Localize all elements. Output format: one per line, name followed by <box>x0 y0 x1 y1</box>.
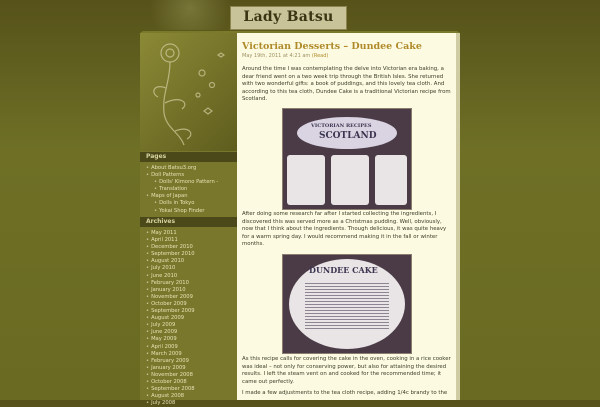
archive-link[interactable] <box>146 258 195 265</box>
bullet-icon: • <box>146 400 150 407</box>
archive-label: August 2010 <box>151 258 185 265</box>
archive-label: June 2009 <box>151 329 178 336</box>
archive-label: April 2011 <box>151 237 178 244</box>
post-meta <box>242 53 328 59</box>
archive-label: November 2009 <box>151 293 193 300</box>
sidebar-page-label: Dolls' Kimono Pattern - <box>159 179 219 186</box>
archive-link[interactable] <box>146 386 195 393</box>
archive-link[interactable] <box>146 329 195 336</box>
bullet-icon: • <box>146 165 150 171</box>
archive-label: March 2009 <box>151 350 182 357</box>
archive-label: October 2008 <box>151 378 187 385</box>
archives-list <box>146 230 195 407</box>
archive-link[interactable] <box>146 265 195 272</box>
bullet-icon: • <box>146 393 150 400</box>
bullet-icon: • <box>154 186 158 193</box>
main-content <box>237 33 456 400</box>
archive-label: October 2009 <box>151 300 187 307</box>
archive-link[interactable] <box>146 308 195 315</box>
bullet-icon: • <box>146 322 150 329</box>
sidebar-artwork <box>140 33 237 151</box>
pages-list <box>146 165 218 215</box>
sidebar-page-label: Maps of Japan <box>151 193 188 200</box>
archive-link[interactable] <box>146 379 195 386</box>
archive-link[interactable] <box>146 244 195 251</box>
bullet-icon: • <box>146 251 150 258</box>
read-link[interactable]: (Read) <box>311 53 329 59</box>
bullet-icon: • <box>146 258 150 265</box>
archive-link[interactable] <box>146 273 195 280</box>
archive-link[interactable] <box>146 322 195 329</box>
archive-label: August 2008 <box>151 393 185 400</box>
archive-label: July 2010 <box>151 265 176 272</box>
archive-link[interactable] <box>146 400 195 407</box>
bullet-icon: • <box>146 193 150 200</box>
archive-label: November 2008 <box>151 371 193 378</box>
bullet-icon: • <box>146 230 150 236</box>
site-title[interactable]: Lady Batsu <box>243 9 334 25</box>
bullet-icon: • <box>146 364 150 371</box>
post-paragraph: I made a few adjustments to the tea cloth recipe, adding 1/4c brandy to the <box>242 390 448 396</box>
sidebar-page-link[interactable] <box>146 179 218 186</box>
archive-label: August 2009 <box>151 315 185 322</box>
archive-link[interactable] <box>146 287 195 294</box>
archive-label: July 2009 <box>151 322 176 329</box>
archive-label: February 2009 <box>151 357 189 364</box>
archives-heading: Archives <box>140 217 237 227</box>
sidebar <box>140 33 237 407</box>
photo-label: VICTORIAN RECIPES <box>311 123 372 129</box>
archive-link[interactable] <box>146 237 195 244</box>
archive-label: December 2010 <box>151 244 193 251</box>
archive-label: May 2009 <box>151 336 177 343</box>
sidebar-page-label: Translation <box>159 186 188 193</box>
archive-label: June 2010 <box>151 272 178 279</box>
archive-label: January 2009 <box>151 364 186 371</box>
post-paragraph: After doing some research far after I started collecting the ingredients, I discovered this was served more as a Christmas pudding. Well, obviously, now that I think about the ingredients. Though delicious, it was quite heavy for a warm spring day. I would recommend making it in the fall or winter months. <box>242 211 447 248</box>
archive-label: May 2011 <box>151 230 177 236</box>
bullet-icon: • <box>146 293 150 300</box>
sidebar-page-label: About Batsu3.org <box>151 165 197 171</box>
archive-link[interactable] <box>146 280 195 287</box>
bullet-icon: • <box>146 378 150 385</box>
bullet-icon: • <box>146 336 150 343</box>
bullet-icon: • <box>146 172 150 179</box>
scrollbar[interactable] <box>456 33 460 400</box>
post-paragraph: As this recipe calls for covering the cake in the oven, cooking in a rice cooker was ideal – not only for conserving power, but also for attaining the desired results. I left the steam vent on and cooked for the recommended time; it came out perfectly. <box>242 356 451 385</box>
archive-label: September 2008 <box>151 386 195 393</box>
photo-label: SCOTLAND <box>319 131 377 141</box>
bullet-icon: • <box>146 350 150 357</box>
archive-label: January 2010 <box>151 286 186 293</box>
bullet-icon: • <box>146 279 150 286</box>
archive-link[interactable] <box>146 351 195 358</box>
sidebar-page-link[interactable] <box>146 193 218 200</box>
bullet-icon: • <box>146 371 150 378</box>
post-date: May 19th, 2011 at 4:21 am <box>242 53 311 59</box>
archive-label: April 2009 <box>151 343 178 350</box>
bullet-icon: • <box>146 343 150 350</box>
bullet-icon: • <box>146 357 150 364</box>
archive-link[interactable] <box>146 251 195 258</box>
archive-label: September 2009 <box>151 308 195 315</box>
bullet-icon: • <box>146 265 150 272</box>
archive-link[interactable] <box>146 358 195 365</box>
archive-link[interactable] <box>146 344 195 351</box>
sidebar-page-label: Yokai Shop Finder <box>159 207 205 214</box>
archive-link[interactable] <box>146 315 195 322</box>
post-paragraph: Around the time I was contemplating the delve into Victorian era baking, a dear friend went on a two week trip through the British Isles. She returned with two wonderful gifts: a book of puddings, and this lovely tea cloth. And according to this tea cloth, Dundee Cake is a traditional Victorian recipe from Scotland. <box>242 66 451 103</box>
bullet-icon: • <box>146 272 150 279</box>
archive-link[interactable] <box>146 301 195 308</box>
archive-link[interactable] <box>146 294 195 301</box>
archive-label: September 2010 <box>151 251 195 258</box>
sidebar-page-link[interactable] <box>146 200 218 207</box>
bullet-icon: • <box>146 308 150 315</box>
top-ornament <box>150 0 230 30</box>
archive-link[interactable] <box>146 372 195 379</box>
archive-link[interactable] <box>146 336 195 343</box>
bullet-icon: • <box>146 286 150 293</box>
sidebar-page-label: Dolls in Tokyo <box>159 200 195 207</box>
site-title-bar <box>230 6 347 30</box>
sidebar-page-link[interactable] <box>146 186 218 193</box>
bullet-icon: • <box>146 315 150 322</box>
archive-label: February 2010 <box>151 279 189 286</box>
floral-ornament-icon <box>140 33 237 151</box>
archive-label: July 2008 <box>151 400 176 407</box>
sidebar-page-label: Doll Patterns <box>151 172 185 179</box>
bullet-icon: • <box>154 200 158 207</box>
archive-link[interactable] <box>146 230 195 237</box>
tea-cloth-photo[interactable] <box>282 108 412 210</box>
bullet-icon: • <box>146 244 150 251</box>
photo-label: DUNDEE CAKE <box>309 265 378 275</box>
bullet-icon: • <box>154 207 158 214</box>
archive-link[interactable] <box>146 365 195 372</box>
bullet-icon: • <box>146 300 150 307</box>
recipe-photo[interactable] <box>282 254 412 354</box>
pages-heading: Pages <box>140 152 237 162</box>
sidebar-page-link[interactable] <box>146 172 218 179</box>
bullet-icon: • <box>146 237 150 244</box>
bullet-icon: • <box>146 386 150 393</box>
sidebar-page-link[interactable] <box>146 208 218 215</box>
sidebar-page-link[interactable] <box>146 165 218 172</box>
bullet-icon: • <box>146 329 150 336</box>
archive-link[interactable] <box>146 393 195 400</box>
bullet-icon: • <box>154 179 158 186</box>
post-title[interactable]: Victorian Desserts – Dundee Cake <box>242 41 422 52</box>
